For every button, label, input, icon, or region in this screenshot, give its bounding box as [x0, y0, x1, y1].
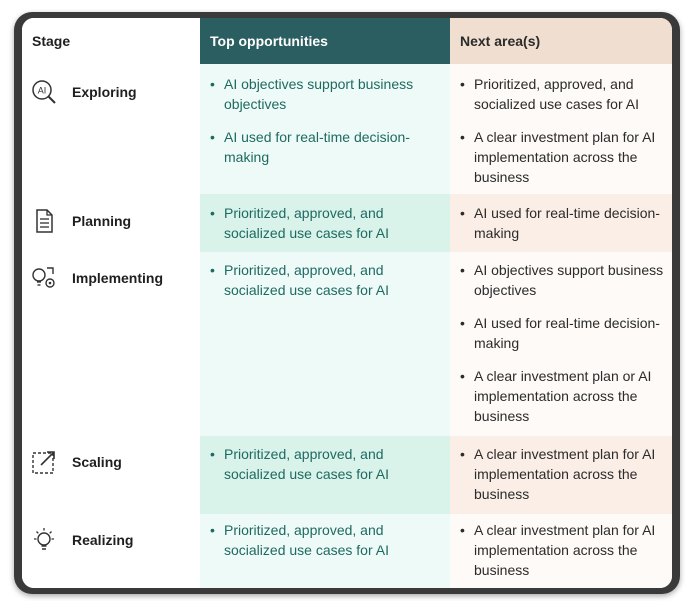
stage-implementing: Implementing — [30, 264, 163, 292]
next-cell-scaling — [458, 444, 670, 504]
top-cell-exploring — [208, 74, 444, 167]
list-item: • Prioritized, approved, and socialized use cases for AI — [208, 444, 444, 484]
list-item: • A clear investment plan for AI implementation across the business — [458, 127, 670, 187]
next-cell-exploring — [458, 74, 670, 187]
top-cell-scaling — [208, 444, 444, 484]
list-item: • A clear investment plan for AI implementation across the business — [458, 520, 670, 580]
expand-icon — [30, 448, 58, 476]
top-cell-realizing — [208, 520, 444, 560]
ai-magnifier-icon — [30, 78, 58, 106]
list-item: • Prioritized, approved, and socialized use cases for AI — [458, 74, 670, 114]
list-item: • A clear investment plan or AI implementation across the business — [458, 366, 670, 426]
list-item: • AI used for real-time decision-making — [458, 203, 670, 243]
top-cell-implementing — [208, 260, 444, 300]
next-cell-implementing — [458, 260, 670, 426]
document-icon — [30, 207, 58, 235]
header-next-areas: Next area(s) — [450, 18, 672, 64]
next-cell-realizing — [458, 520, 670, 580]
next-cell-planning — [458, 203, 670, 243]
list-item: • AI used for real-time decision-making — [208, 127, 444, 167]
stage-scaling: Scaling — [30, 448, 122, 476]
lightbulb-icon — [30, 526, 58, 554]
header-top-opportunities: Top opportunities — [200, 18, 450, 64]
list-item: • Prioritized, approved, and socialized use cases for AI — [208, 260, 444, 300]
svg-text:AI: AI — [37, 85, 47, 96]
stage-planning: Planning — [30, 207, 131, 235]
header-stage: Stage — [22, 18, 200, 64]
stage-realizing: Realizing — [30, 526, 133, 554]
bulb-gear-icon — [30, 264, 58, 292]
list-item: • A clear investment plan for AI implementation across the business — [458, 444, 670, 504]
list-item: • Prioritized, approved, and socialized use cases for AI — [208, 203, 444, 243]
list-item: • AI objectives support business objectives — [208, 74, 444, 114]
maturity-table — [22, 18, 672, 588]
list-item: • AI used for real-time decision-making — [458, 313, 670, 353]
top-cell-planning — [208, 203, 444, 243]
list-item: • AI objectives support business objectives — [458, 260, 670, 300]
stage-exploring: AI Exploring — [30, 78, 137, 106]
list-item: • Prioritized, approved, and socialized use cases for AI — [208, 520, 444, 560]
